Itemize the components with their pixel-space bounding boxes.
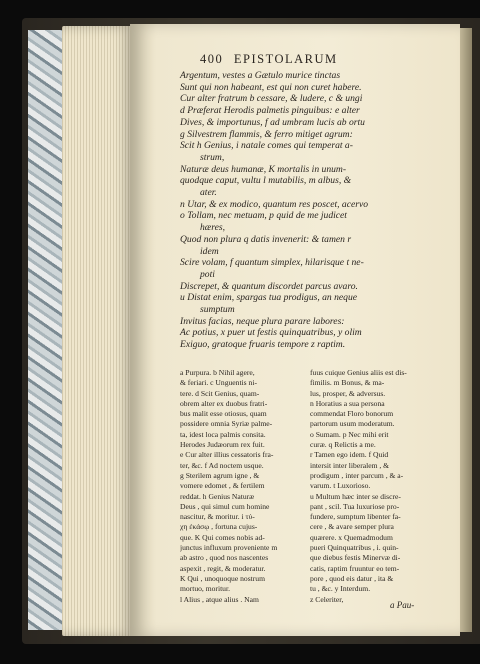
verse-line: Ac potius, x puer ut festis quinquatribus, y olim	[180, 327, 362, 339]
verse-line: Naturæ deus humanæ, K mortalis in unum-	[180, 163, 347, 175]
footnote-line: quærere. x Quemadmodum	[310, 532, 393, 542]
footnote-line: χη ἐκάσῳ , fortuna cujus-	[180, 522, 258, 532]
footnote-line: cere , & avare semper plura	[310, 522, 394, 532]
footnote-line: intersit inter liberalem , &	[310, 460, 390, 470]
verse-line: n Utar, & ex modico, quantum res poscet, acervo	[180, 198, 369, 210]
footnote-line: g Sterilem agrum igne , &	[180, 470, 260, 480]
verse-line: sumptum	[200, 304, 235, 316]
verse-line: hæres,	[200, 222, 225, 234]
footnote-line: obrem alter ex duobus fratri-	[180, 398, 268, 408]
verse-line: Exiguo, gratoque fruaris tempore z raptim.	[180, 339, 346, 351]
running-header	[200, 52, 338, 67]
running-title: EPISTOLARUM	[233, 52, 338, 66]
footnote-line: r Tamen ego idem. f Quid	[310, 450, 389, 460]
verse-line: poti	[200, 268, 215, 280]
footnote-line: ter, &c. f Ad noctem usque.	[180, 460, 264, 470]
verse-line: Sunt qui non habeant, est qui non curet habere.	[180, 81, 362, 93]
footnote-line: possidere omnia Syriæ palme-	[180, 419, 273, 429]
footnote-line: junctus influxum proveniente m	[180, 543, 278, 553]
footnote-line: o Sumam. p Nec mihi erit	[310, 429, 389, 439]
footnotes-right-column	[310, 368, 434, 605]
footnote-line: catis, raptim fruuntur eo tem-	[310, 563, 400, 573]
verse-line: Invitus facias, neque plura parare labores:	[180, 315, 345, 327]
verse-line: strum,	[200, 151, 225, 163]
footnote-line: pant , scil. Tua luxuriose pro-	[310, 501, 400, 511]
verse-line: idem	[200, 245, 219, 257]
verse-line: Scit h Genius, i natale comes qui temperat a-	[180, 140, 353, 152]
verse-block	[180, 70, 438, 351]
footnote-line: pore , quod eis datur , ita &	[310, 573, 394, 583]
footnote-line: mortuo, moritur.	[180, 584, 230, 594]
verse-line: Quod non plura q datis invenerit: & tamen r	[180, 233, 352, 245]
footnote-line: nascitur, & moritur. i τύ-	[180, 512, 255, 522]
footnote-line: K Qui , unoquoque nostrum	[180, 573, 266, 583]
verse-line: Dives, & importunus, f ad umbram lucis ab ortu	[180, 116, 365, 128]
footnote-line: e Cur alter illius cessatoris fra-	[180, 450, 274, 460]
verse-line: d Præferat Herodis palmetis pinguibus: e alter	[180, 105, 360, 117]
verse-line: o Tollam, nec metuam, p quid de me judicet	[180, 210, 347, 222]
footnote-line: partorum usum moderatum.	[310, 419, 395, 429]
footnote-line: que. K Qui comes nobis ad-	[180, 532, 265, 542]
footnote-line: aspexit , regit, & moderatur.	[180, 563, 266, 573]
verse-line: g Silvestrem flammis, & ferro mitiget agrum:	[180, 128, 353, 140]
footnote-line: ab astro , quod nos nascentes	[180, 553, 269, 563]
footnote-line: n Horatius a sua persona	[310, 398, 385, 408]
footnote-line: l Alius , atque alius . Nam	[180, 594, 259, 604]
footnote-line: que diebus festis Minervæ di-	[310, 553, 401, 563]
page-edges	[62, 26, 134, 636]
footnote-line: pueri Quinquatribus , i. quin-	[310, 543, 399, 553]
footnote-line: curæ. q Relictis a me.	[310, 440, 376, 450]
footnote-line: z Celeriter,	[310, 594, 344, 604]
footnote-line: vomere edomet , & fertilem	[180, 481, 265, 491]
verse-line: Argentum, vestes a Gætulo murice tinctas	[180, 70, 341, 81]
verse-line: ater.	[200, 187, 217, 199]
footnote-line: tu , &c. y Interdum.	[310, 584, 371, 594]
footnote-line: fuus cuique Genius aliis est dis-	[310, 368, 407, 377]
verse-line: Scire volam, f quantum simplex, hilarisque t ne-	[180, 257, 364, 269]
footnote-line: u Multum hæc inter se discre-	[310, 491, 401, 501]
book-page	[130, 24, 460, 636]
footnote-line: varum. t Luxorioso.	[310, 481, 371, 491]
page-number: 400	[200, 52, 224, 66]
footnote-line: prodigum , inter parcum , & a-	[310, 470, 404, 480]
footnote-line: ta, idest loca palmis consita.	[180, 429, 266, 439]
verse-line: Cur alter fratrum b cessare, & ludere, c & ungi	[180, 93, 363, 105]
verse-line: quodque caput, vultu l mutabilis, m albus, &	[180, 175, 352, 187]
right-page-edge	[458, 28, 472, 632]
verse-line: u Distat enim, spargas tua prodigus, an neque	[180, 292, 358, 304]
footnote-line: bus malit esse otiosus, quam	[180, 409, 267, 419]
verse-line: Discrepet, & quantum discordet parcus avaro.	[180, 280, 358, 292]
footnote-line: tere. d Scit Genius, quam-	[180, 388, 260, 398]
footnote-line: commendat Floro bonorum	[310, 409, 394, 419]
footnote-line: & feriari. c Unguentis ni-	[180, 378, 257, 388]
footnote-line: lus, prosper, & adversus.	[310, 388, 386, 398]
footnote-line: a Purpura. b Nihil agere,	[180, 368, 255, 377]
footnote-line: reddat. h Genius Naturæ	[180, 491, 255, 501]
footnote-line: Herodes Judæorum rex fuit.	[180, 440, 265, 450]
catchword: a Pau-	[390, 600, 415, 610]
footnote-line: fundere, sumptum libenter fa-	[310, 512, 401, 522]
footnote-line: Deus , qui simul cum homine	[180, 501, 270, 511]
footnote-line: fimilis. m Bonus, & ma-	[310, 378, 385, 388]
footnotes-left-column	[180, 368, 304, 605]
